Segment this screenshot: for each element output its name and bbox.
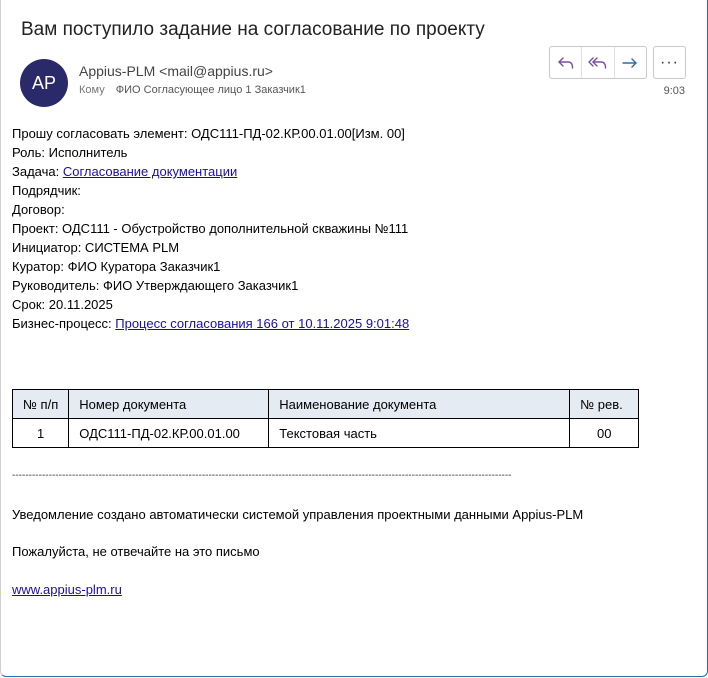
- documents-table: [12, 389, 639, 448]
- cell-revision: 00: [570, 419, 639, 448]
- reply-button[interactable]: [550, 47, 582, 78]
- cell-doc-number: ОДС111-ПД-02.КР.00.01.00: [69, 419, 269, 448]
- no-reply-text: Пожалуйста, не отвечайте на это письмо: [12, 544, 260, 559]
- auto-notice-text: Уведомление создано автоматически системой управления проектными данными Appius-PLM: [12, 507, 584, 522]
- col-header-revision: № рев.: [570, 390, 639, 419]
- recipient-line: [79, 84, 306, 96]
- forward-icon: [621, 55, 639, 71]
- body-line-task: [12, 162, 409, 181]
- body-line-business-process: [12, 314, 409, 333]
- reply-all-icon: [588, 55, 608, 71]
- body-line-contractor: Подрядчик:: [12, 183, 81, 198]
- more-actions-button[interactable]: ···: [653, 46, 686, 79]
- body-line-initiator: Инициатор: СИСТЕМА PLM: [12, 240, 180, 255]
- cell-doc-name: Текстовая часть: [269, 419, 570, 448]
- col-header-doc-name: Наименование документа: [269, 390, 570, 419]
- sender-name-email[interactable]: Appius-PLM <mail@appius.ru>: [79, 63, 273, 79]
- forward-button[interactable]: [615, 47, 646, 78]
- col-header-doc-number: Номер документа: [69, 390, 269, 419]
- body-line-curator: Куратор: ФИО Куратора Заказчик1: [12, 259, 221, 274]
- to-label: Кому: [79, 84, 105, 96]
- business-process-link[interactable]: Процесс согласования 166 от 10.11.2025 9:01:48: [115, 316, 410, 331]
- body-line-manager: Руководитель: ФИО Утверждающего Заказчик1: [12, 278, 299, 293]
- website-link-row: [12, 582, 122, 597]
- sender-avatar[interactable]: AP: [20, 59, 68, 107]
- task-link[interactable]: Согласование документации: [62, 164, 238, 179]
- recipient-name[interactable]: ФИО Согласующее лицо 1 Заказчик1: [115, 84, 306, 96]
- table-row: [13, 419, 639, 448]
- received-time: 9:03: [663, 85, 685, 97]
- body-line-element: Прошу согласовать элемент: ОДС111-ПД-02.КР.00.01.00[Изм. 00]: [12, 126, 405, 141]
- business-process-label: Бизнес-процесс:: [12, 316, 116, 331]
- reply-all-button[interactable]: [582, 47, 614, 78]
- body-line-deadline: Срок: 20.11.2025: [12, 297, 113, 312]
- body-line-contract: Договор:: [12, 202, 65, 217]
- col-header-index: № п/п: [13, 390, 69, 419]
- reply-icon: [557, 55, 575, 71]
- message-actions-group: [549, 46, 647, 79]
- email-subject: Вам поступило задание на согласование по проекту: [21, 19, 485, 40]
- body-line-project: Проект: ОДС111 - Обустройство дополнительной скважины №111: [12, 221, 409, 236]
- table-header-row: [13, 390, 639, 419]
- website-link[interactable]: www.appius-plm.ru: [12, 582, 122, 597]
- task-label: Задача:: [12, 164, 63, 179]
- footer-divider: ------------------------------------------------------------------------------------------------------------------------------------------------------: [12, 470, 512, 481]
- body-line-role: Роль: Исполнитель: [12, 145, 128, 160]
- email-body: [12, 124, 409, 333]
- cell-index: 1: [13, 419, 69, 448]
